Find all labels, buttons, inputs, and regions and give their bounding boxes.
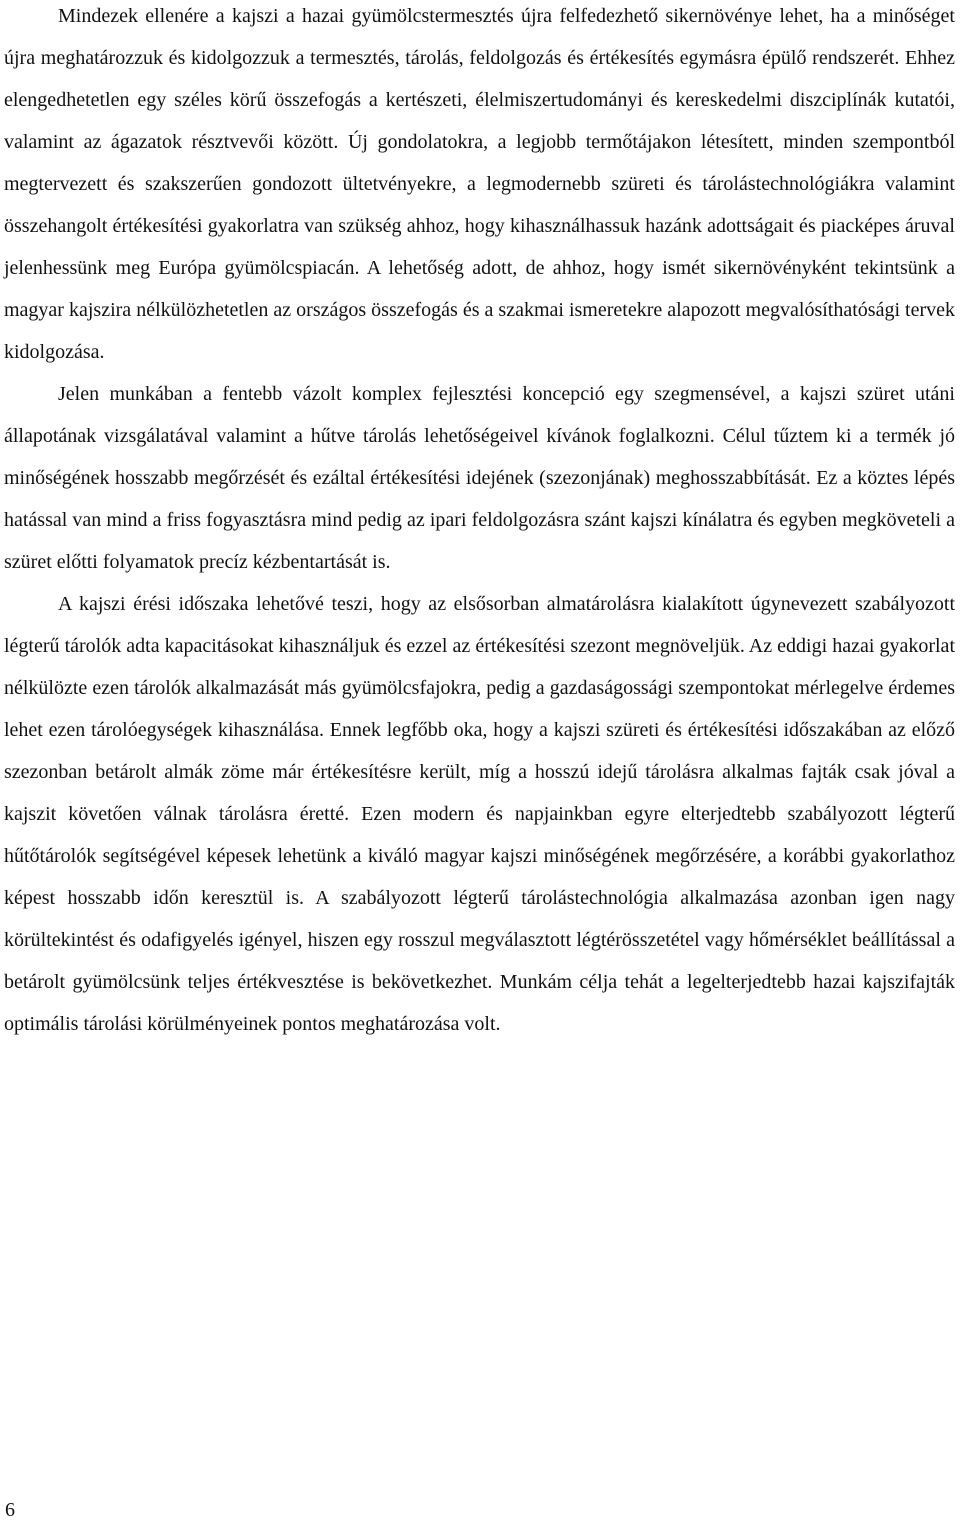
- document-page: [4, 0, 955, 1045]
- paragraph-1: Mindezek ellenére a kajszi a hazai gyümölcstermesztés újra felfedezhető sikernövénye lehet, ha a minőséget újra meghatározzuk és kidolgozzuk a termesztés, tárolás, feldolgozás és értékesítés egymásra épülő rendszerét. Ehhez elengedhetetlen egy széles körű összefogás a kertészeti, élelmiszertudományi és kereskedelmi diszciplínák kutatói, valamint az ágazatok résztvevői között. Új gondolatokra, a legjobb termőtájakon létesített, minden szempontból megtervezett és szakszerűen gondozott ültetvényekre, a legmodernebb szüreti és tárolástechnológiákra valamint összehangolt értékesítési gyakorlatra van szükség ahhoz, hogy kihasználhassuk hazánk adottságait és piacképes áruval jelenhessünk meg Európa gyümölcspiacán. A lehetőség adott, de ahhoz, hogy ismét sikernövényként tekintsünk a magyar kajszira nélkülözhetetlen az országos összefogás és a szakmai ismeretekre alapozott megvalósíthatósági tervek kidolgozása.: [4, 5, 955, 363]
- paragraph-2: Jelen munkában a fentebb vázolt komplex fejlesztési koncepció egy szegmensével, a kajszi szüret utáni állapotának vizsgálatával valamint a hűtve tárolás lehetőségeivel kívánok foglalkozni. Célul tűztem ki a termék jó minőségének hosszabb megőrzését és ezáltal értékesítési idejének (szezonjának) meghosszabbítását. Ez a köztes lépés hatással van mind a friss fogyasztásra mind pedig az ipari feldolgozásra szánt kajszi kínálatra és egyben megköveteli a szüret előtti folyamatok precíz kézbentartását is.: [4, 383, 955, 573]
- page-number: 6: [5, 1499, 15, 1521]
- paragraph-3: A kajszi érési időszaka lehetővé teszi, hogy az elsősorban almatárolásra kialakított úgynevezett szabályozott légterű tárolók adta kapacitásokat kihasználjuk és ezzel az értékesítési szezont megnöveljük. Az eddigi hazai gyakorlat nélkülözte ezen tárolók alkalmazását más gyümölcsfajokra, pedig a gazdaságossági szempontokat mérlegelve érdemes lehet ezen tárolóegységek kihasználása. Ennek legfőbb oka, hogy a kajszi szüreti és értékesítési időszakában az előző szezonban betárolt almák zöme már értékesítésre került, míg a hosszú idejű tárolásra alkalmas fajták csak jóval a kajszit követően válnak tárolásra éretté. Ezen modern és napjainkban egyre elterjedtebb szabályozott légterű hűtőtárolók segítségével képesek lehetünk a kiváló magyar kajszi minőségének megőrzésére, a korábbi gyakorlathoz képest hosszabb időn keresztül is. A szabályozott légterű tárolástechnológia alkalmazása azonban igen nagy körültekintést és odafigyelés igényel, hiszen egy rosszul megválasztott légtérösszetétel vagy hőmérséklet beállítással a betárolt gyümölcsünk teljes értékvesztése is bekövetkezhet. Munkám célja tehát a legelterjedtebb hazai kajszifajták optimális tárolási körülményeinek pontos meghatározása volt.: [4, 593, 955, 1035]
